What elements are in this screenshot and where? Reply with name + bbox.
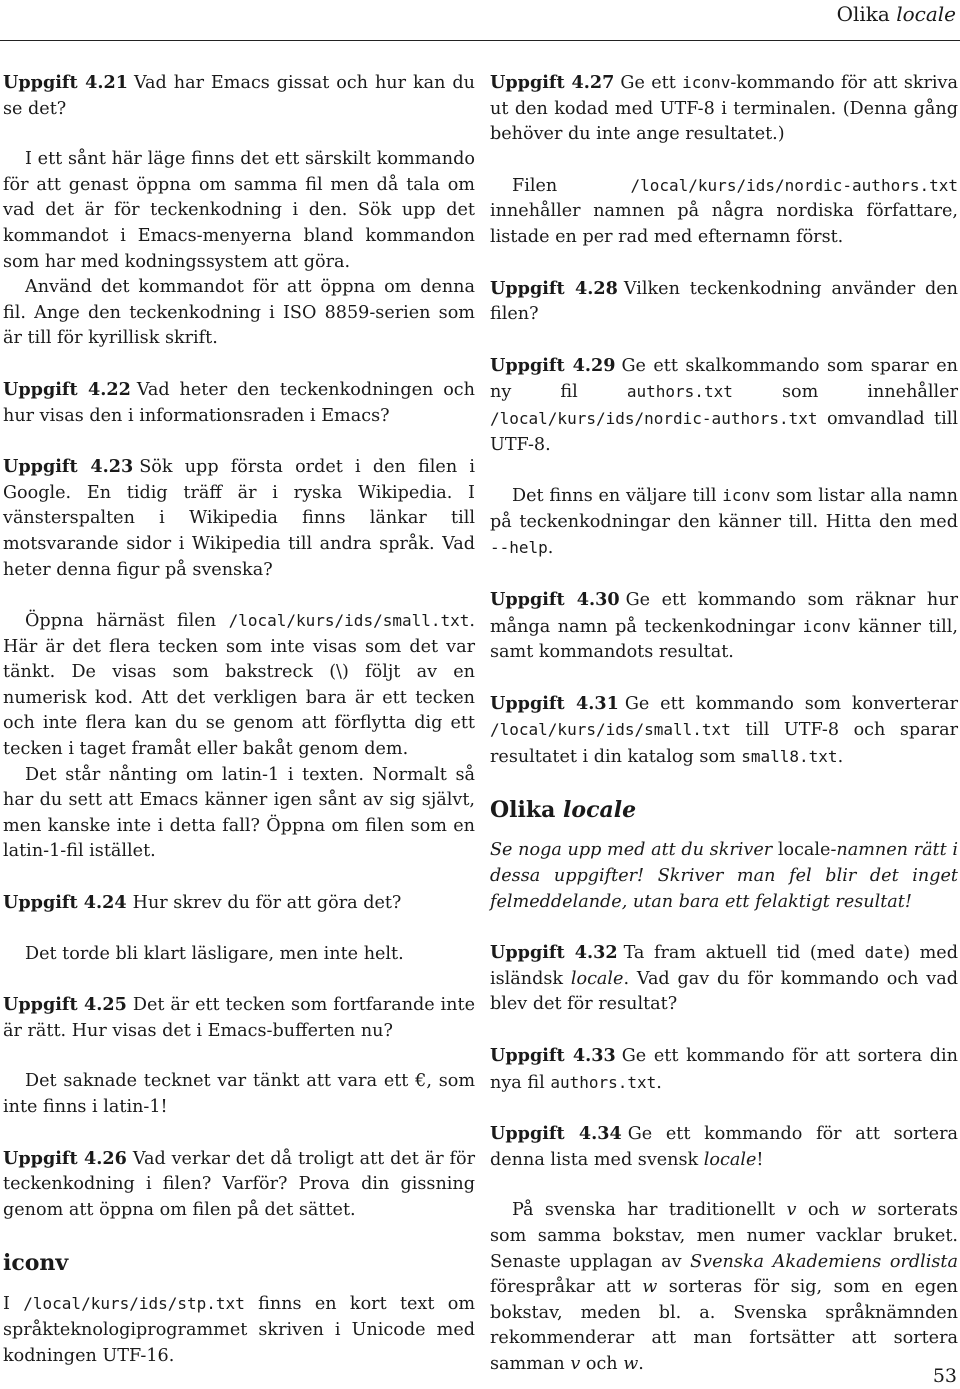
left-column (3, 70, 475, 1369)
paragraph: Filen /local/kurs/ids/nordic-authors.txt innehåller namnen på några nordiska författare, listade en per rad med efternamn först. (490, 175, 958, 247)
task-4-23: Uppgift 4.23 Sök upp första ordet i den filen i Google. En tidig träff är i ryska Wikipedia. I vänsterspalten i Wikipedia finns länkar till motsvarande sidor i Wikipedia till andra språk. Vad heter denna figur på svenska? (3, 456, 475, 580)
task-4-33: Uppgift 4.33 Ge ett kommando för att sortera din nya fil authors.txt. (490, 1045, 958, 1093)
section-heading-locale: Olika locale (490, 797, 637, 824)
paragraph: Det saknade tecknet var tänkt att vara ett €, som inte finns i latin-1! (3, 1071, 475, 1117)
task-4-34: Uppgift 4.34 Ge ett kommando för att sortera denna lista med svensk locale! (490, 1123, 958, 1170)
paragraph: Det torde bli klart läsligare, men inte helt. (25, 943, 404, 964)
paragraph: På svenska har traditionellt v och w sorterats som samma bokstav, men numer vacklar bruket. Senaste upplagan av Svenska Akademiens ordlista förespråkar att w sorteras för sig, som en egen bokstav, meden bl. a. Svenska språknämnden rekommenderar att man fortsätter att sortera samman v och w. (490, 1200, 959, 1374)
task-4-28: Uppgift 4.28 Vilken teckenkodning använder den filen? (490, 277, 958, 325)
paragraph: I ett sånt här läge finns det ett särskilt kommando för att genast öppna om samma fil men då tala om vad det är för teckenkodning i den. Sök upp det kommandot i Emacs-menyerna bland kommandon som har med kodningssystem att göra. (3, 149, 475, 272)
section-heading-iconv: iconv (3, 1250, 69, 1277)
task-4-29: Uppgift 4.29 Ge ett skalkommando som sparar en ny fil authors.txt som innehåller /local/kurs/ids/nordic-authors.txt omvandlad till UTF-8. (490, 354, 958, 455)
task-4-27: Uppgift 4.27 Ge ett iconv-kommando för att skriva ut den kodad med UTF-8 i terminalen. (Denna gång behöver du inte ange resultatet.) (490, 72, 958, 145)
paragraph: Öppna härnäst filen /local/kurs/ids/small.txt. Här är det flera tecken som inte visas som det var tänkt. De visas som bakstreck (\) följt av en numerisk kod. Att det verkligen bara är ett tecken och inte flera kan du se genom att förflytta dig ett tecken i taget framåt eller bakåt genom dem. (3, 611, 475, 760)
paragraph: I /local/kurs/ids/stp.txt finns en kort text om språkteknologiprogrammet skriven i Unicode med kodningen UTF-16. (3, 1294, 475, 1366)
task-4-21: Uppgift 4.21 Vad har Emacs gissat och hur kan du se det? (3, 72, 475, 119)
task-4-24: Uppgift 4.24 Hur skrev du för att göra det? (3, 892, 402, 914)
paragraph: Det står nånting om latin-1 i texten. Normalt så har du sett att Emacs känner igen sånt av sig självt, men kanske inte i detta fall? Öppna om filen som en latin-1-fil istället. (3, 764, 475, 862)
right-column (490, 70, 958, 1378)
paragraph: Det finns en väljare till iconv som listar alla namn på teckenkodningar den känner till. Hitta den med --help. (490, 486, 958, 559)
task-4-31: Uppgift 4.31 Ge ett kommando som konverterar /local/kurs/ids/small.txt till UTF-8 och sparar resultatet i din katalog som small8.txt. (490, 692, 958, 767)
task-4-32: Uppgift 4.32 Ta fram aktuell tid (med date) med isländsk locale. Vad gav du för kommando och vad blev det för resultat? (490, 942, 958, 1015)
task-4-26: Uppgift 4.26 Vad verkar det då troligt att det är för teckenkodning i filen? Varför? Prova din gissning genom att öppna om filen på det sättet. (3, 1147, 475, 1220)
running-header: Olika locale (836, 2, 956, 26)
warning-note: Se noga upp med att du skriver locale-namnen rätt i dessa uppgifter! Skriver man fel blir det inget felmeddelande, utan bara ett felaktigt resultat! (490, 840, 959, 912)
task-4-25: Uppgift 4.25 Det är ett tecken som fortfarande inte är rätt. Hur visas det i Emacs-bufferten nu? (3, 994, 475, 1041)
task-4-30: Uppgift 4.30 Ge ett kommando som räknar hur många namn på teckenkodningar iconv känner till, samt kommandots resultat. (490, 588, 958, 663)
task-4-22: Uppgift 4.22 Vad heter den teckenkodningen och hur visas den i informationsraden i Emacs? (3, 378, 475, 426)
paragraph: Använd det kommandot för att öppna om denna fil. Ange den teckenkodning i ISO 8859-serien som är till för kyrillisk skrift. (3, 277, 475, 349)
page-number: 53 (932, 1365, 957, 1387)
header-rule (0, 40, 960, 41)
